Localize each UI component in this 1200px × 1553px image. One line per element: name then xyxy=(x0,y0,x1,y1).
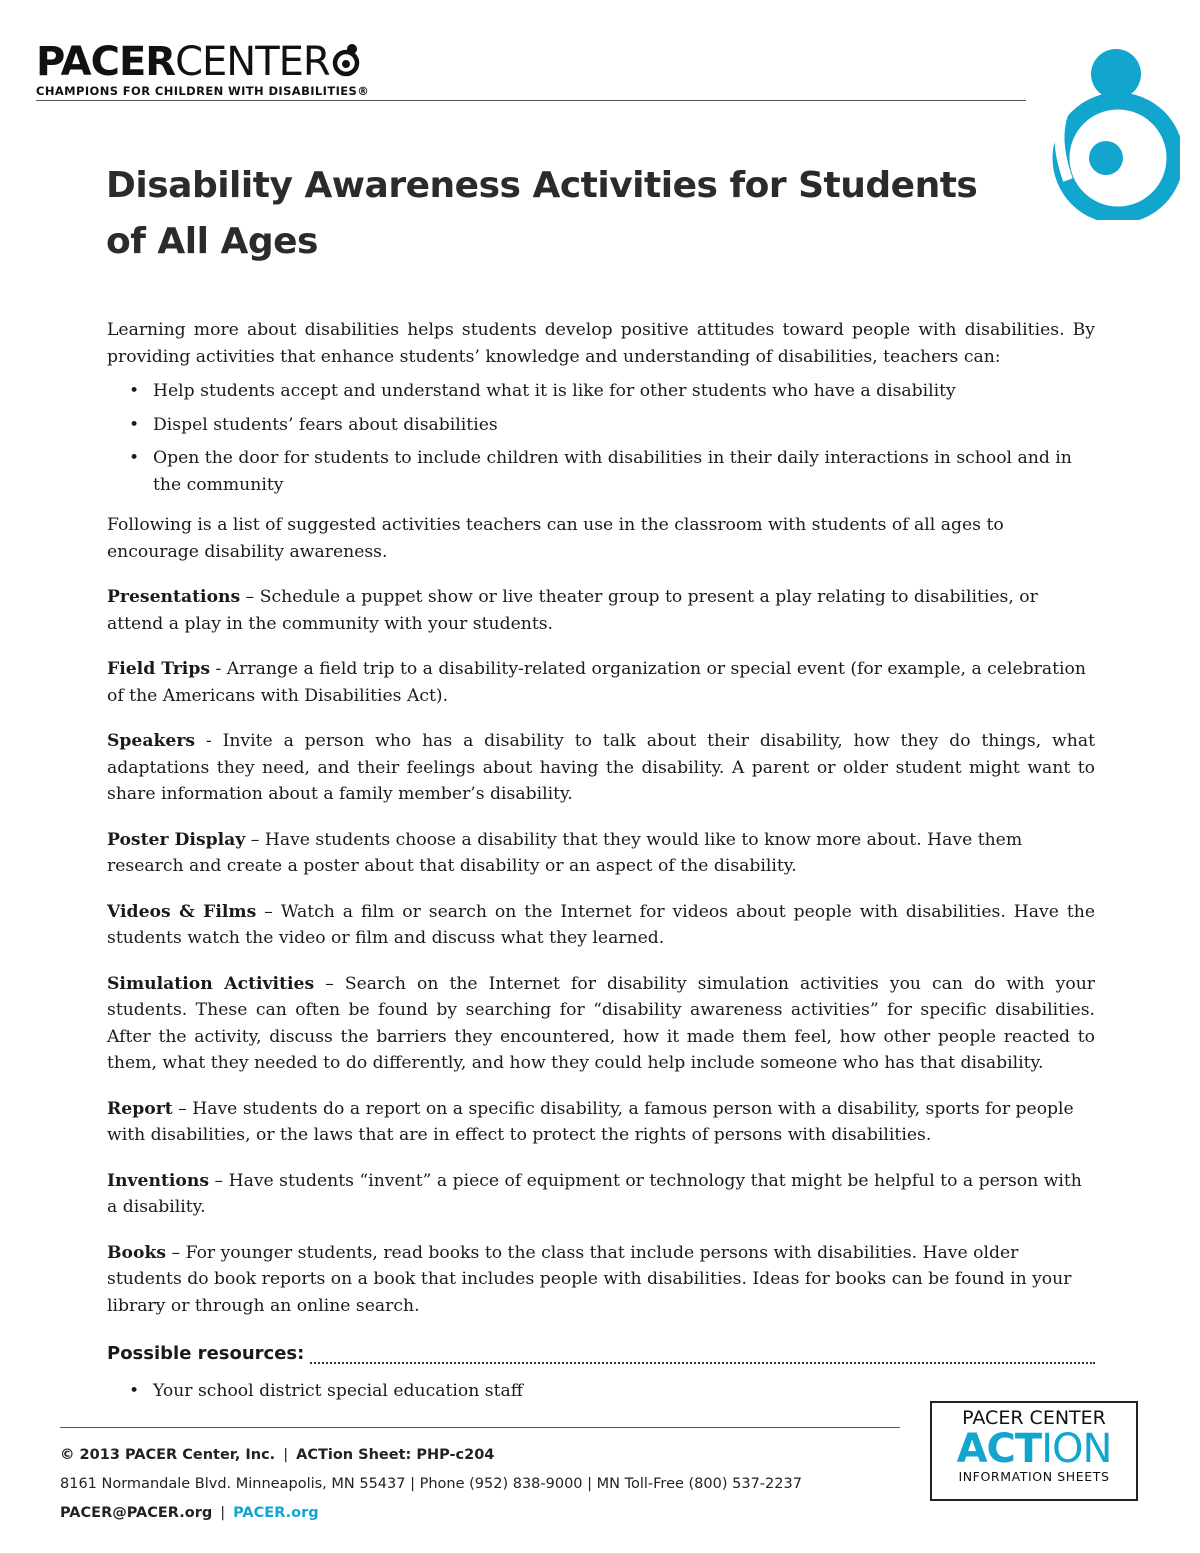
list-item: • Help students accept and understand what it is like for other students who have a disability xyxy=(107,378,1095,405)
logo-tagline: CHAMPIONS FOR CHILDREN WITH DISABILITIES® xyxy=(36,84,370,98)
activity-term: Books xyxy=(107,1242,167,1263)
resources-heading-label: Possible resources: xyxy=(107,1343,308,1364)
sheet-id: ACTion Sheet: PHP-c204 xyxy=(296,1447,495,1463)
logo-name-light: CENTER xyxy=(175,39,330,85)
badge-action xyxy=(932,1426,1136,1472)
pacer-figure-icon xyxy=(1030,40,1180,220)
logo-name-bold: PACER xyxy=(36,39,176,85)
badge-ion: ION xyxy=(1041,1426,1112,1472)
intro-paragraph: Learning more about disabilities helps students develop positive attitudes toward people with disabilities. By providing activities that enhance students’ knowledge and understanding of disabilities, teachers can: xyxy=(107,320,1095,367)
badge-top: PACER CENTER xyxy=(962,1407,1106,1429)
activity-term: Presentations xyxy=(107,587,241,607)
page-title: Disability Awareness Activities for Students of All Ages xyxy=(106,165,978,262)
resources-heading xyxy=(107,1341,1095,1368)
activity-presentations: Presentations – Schedule a puppet show or live theater group to present a play relating to disabilities, or attend a play in the community with your students. xyxy=(107,587,1038,634)
logo-figure-icon xyxy=(332,43,362,77)
activity-text: For younger students, read books to the class that include persons with disabilities. Have older students do book reports on a book that includes people with disabilities. Ideas for books can be found in your library or through an online search. xyxy=(107,1242,1072,1316)
list-item: • Dispel students’ fears about disabilities xyxy=(107,412,1095,439)
footer-address: 8161 Normandale Blvd. Minneapolis, MN 55437 | Phone (952) 838-9000 | MN Toll-Free (800) 537-2237 xyxy=(60,1476,802,1492)
activity-term: Field Trips xyxy=(107,659,211,679)
copyright: © 2013 PACER Center, Inc. xyxy=(60,1447,276,1463)
footer-divider xyxy=(60,1427,900,1428)
activity-term: Inventions xyxy=(107,1170,210,1191)
header-divider xyxy=(36,100,1026,101)
activity-text: Search on the Internet for disability simulation activities you can do with your students. These can often be found by searching for “disability awareness activities” for specific disabilities. After the activity, discuss the barriers they encountered, how it made them feel, how other people reacted to them, what they needed to do differently, and how they could help include someone who has that disability. xyxy=(107,973,1095,1073)
activity-text: Watch a film or search on the Internet for videos about people with disabilities. Have the students watch the video or film and discuss what they learned. xyxy=(107,901,1096,948)
activity-term: Simulation Activities xyxy=(107,973,315,994)
footer-line-3 xyxy=(60,1499,802,1528)
following-paragraph: Following is a list of suggested activities teachers can use in the classroom with students of all ages to encourage disability awareness. xyxy=(107,515,1004,562)
activity-simulation: Simulation Activities – Search on the Internet for disability simulation activities you can do with your students. These can often be found by searching for “disability awareness activities” for specific disabilities. After the activity, discuss the barriers they encountered, how it made them feel, how other people reacted to them, what they needed to do differently, and how they could help include someone who has that disability. xyxy=(107,973,1095,1073)
activity-term: Videos & Films xyxy=(107,901,257,922)
activity-text: Have students choose a disability that they would like to know more about. Have them research and create a poster about that disability or an aspect of the disability. xyxy=(107,829,1023,876)
logo-wordmark xyxy=(36,40,369,84)
footer-line-1 xyxy=(60,1441,802,1470)
activity-text: Schedule a puppet show or live theater group to present a play relating to disabilities, or attend a play in the community with your students. xyxy=(107,587,1038,634)
website-link[interactable]: PACER.org xyxy=(233,1505,319,1521)
activity-text: Have students “invent” a piece of equipment or technology that might be helpful to a person with a disability. xyxy=(107,1170,1082,1217)
activity-term: Report xyxy=(107,1098,173,1119)
activity-text: Invite a person who has a disability to talk about their disability, how they do things, what adaptations they need, and their feelings about having the disability. A parent or older student might want to share information about a family member’s disability. xyxy=(107,731,1095,804)
activity-inventions: Inventions – Have students “invent” a piece of equipment or technology that might be helpful to a person with a disability. xyxy=(107,1170,1082,1217)
footer-divider-char: | xyxy=(220,1505,226,1521)
benefits-list xyxy=(107,378,1095,498)
activity-field-trips: Field Trips - Arrange a field trip to a disability-related organization or special event (for example, a celebration of the Americans with Disabilities Act). xyxy=(107,659,1086,706)
activity-term: Poster Display xyxy=(107,829,246,850)
activity-poster-display: Poster Display – Have students choose a disability that they would like to know more about. Have them research and create a poster about that disability or an aspect of the disability. xyxy=(107,829,1023,876)
footer-divider-char: | xyxy=(283,1447,289,1463)
activity-term: Speakers xyxy=(107,731,196,751)
pacer-logo xyxy=(36,40,369,98)
main-content xyxy=(107,317,1095,1411)
footer xyxy=(60,1441,802,1528)
activity-books: Books – For younger students, read books to the class that include persons with disabilities. Have older students do book reports on a book that includes people with disabilities. Ideas for books can be found in your library or through an online search. xyxy=(107,1242,1072,1316)
activity-speakers: Speakers - Invite a person who has a disability to talk about their disability, how they do things, what adaptations they need, and their feelings about having the disability. A parent or older student might want to share information about a family member’s disability. xyxy=(107,731,1095,804)
email-link[interactable]: PACER@PACER.org xyxy=(60,1505,213,1521)
activity-text: Have students do a report on a specific disability, a famous person with a disability, sports for people with disabilities, or the laws that are in effect to protect the rights of persons with disabilities. xyxy=(107,1098,1074,1145)
activity-text: Arrange a field trip to a disability-related organization or special event (for example, a celebration of the Americans with Disabilities Act). xyxy=(107,659,1086,706)
action-sheets-badge xyxy=(930,1401,1138,1501)
list-item: • Open the door for students to include children with disabilities in their daily interactions in school and in the community xyxy=(107,445,1095,498)
activity-report: Report – Have students do a report on a specific disability, a famous person with a disability, sports for people with disabilities, or the laws that are in effect to protect the rights of persons with disabilities. xyxy=(107,1098,1074,1145)
list-item: • Your school district special education staff xyxy=(107,1378,1095,1405)
activity-videos-films: Videos & Films – Watch a film or search on the Internet for videos about people with disabilities. Have the students watch the video or film and discuss what they learned. xyxy=(107,901,1096,948)
badge-bottom: INFORMATION SHEETS xyxy=(958,1469,1110,1484)
badge-act: ACT xyxy=(956,1426,1042,1472)
